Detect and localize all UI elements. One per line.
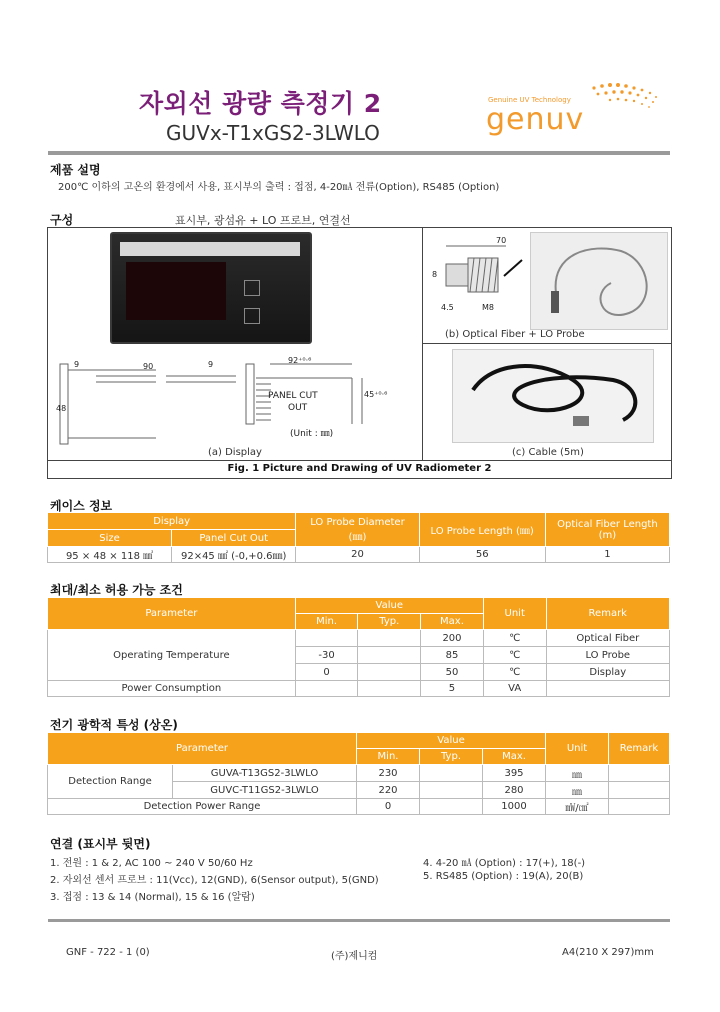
electro-h-param: Parameter (48, 733, 357, 765)
limits-h-value: Value (295, 598, 483, 614)
electro-r1-remark (609, 782, 670, 799)
connection-heading: 연결 (표시부 뒷면) (50, 837, 151, 851)
out-label: OUT (288, 403, 308, 413)
limits-r2-remark: Display (546, 664, 669, 681)
probe-photo (530, 232, 668, 330)
electro-h-remark: Remark (609, 733, 670, 765)
cable-icon (453, 350, 653, 442)
electro-r0-model: GUVA-T13GS2-3LWLO (173, 765, 357, 782)
electro-r0-remark (609, 765, 670, 782)
case-size: 95 × 48 × 118 ㎣ (48, 547, 172, 563)
electro-r1-min: 220 (357, 782, 420, 799)
electro-table (47, 732, 670, 815)
electro-h-min: Min. (357, 749, 420, 765)
connection-item-3: 3. 접점 : 13 & 14 (Normal), 15 & 16 (알람) (50, 892, 255, 903)
limits-h-min: Min. (295, 614, 358, 630)
electro-heading: 전기 광학적 특성 (상온) (50, 718, 178, 732)
display-photo (110, 232, 312, 344)
electro-r0-max: 395 (483, 765, 546, 782)
limits-r0-max: 200 (421, 630, 484, 647)
case-panel: 92×45 ㎟ (-0,+0.6㎜) (172, 547, 296, 563)
case-h-size: Size (48, 530, 172, 547)
limits-power-param: Power Consumption (48, 681, 296, 697)
divider-v (422, 228, 423, 460)
dim-45: 45⁺⁰·⁶ (364, 390, 388, 399)
electro-r1-model: GUVC-T11GS2-3LWLO (173, 782, 357, 799)
connection-item-4: 4. 4-20 ㎃ (Option) : 17(+), 18(-) (423, 858, 586, 869)
down-key-icon (244, 308, 260, 324)
case-fiber: 1 (545, 547, 669, 563)
electro-r0-typ (420, 765, 483, 782)
logo-tagline: Genuine UV Technology (488, 96, 571, 104)
case-heading: 케이스 정보 (50, 499, 113, 513)
limits-heading: 최대/최소 허용 가능 조건 (50, 583, 183, 597)
case-h-display: Display (48, 513, 296, 530)
case-table (47, 512, 670, 563)
case-probe-len: 56 (419, 547, 545, 563)
caption-a: (a) Display (208, 447, 262, 458)
unit-label: (Unit : ㎜) (290, 429, 334, 439)
m8-label: M8 (482, 303, 494, 312)
limits-power-max: 5 (421, 681, 484, 697)
footer-company: (주)제니컴 (331, 951, 378, 962)
electro-r0-min: 230 (357, 765, 420, 782)
dim-92: 92⁺⁰·⁶ (288, 356, 312, 365)
product-description: 200℃ 이하의 고온의 환경에서 사용, 표시부의 출력 : 접점, 4-20㎃ 전류(Option), RS485 (Option) (58, 182, 500, 193)
limits-r0-typ (358, 630, 421, 647)
limits-r1-remark: LO Probe (546, 647, 669, 664)
limits-power-remark (546, 681, 669, 697)
connection-item-5: 5. RS485 (Option) : 19(A), 20(B) (423, 871, 584, 882)
dim-9b: 9 (208, 360, 214, 369)
dim-9a: 9 (74, 360, 80, 369)
limits-r0-min (295, 630, 358, 647)
electro-r1-max: 280 (483, 782, 546, 799)
electro-r1-typ (420, 782, 483, 799)
electro-power-unit: ㎽/㎠ (546, 799, 609, 815)
limits-r1-unit: ℃ (483, 647, 546, 664)
display-drawing (56, 348, 416, 458)
footer-code: GNF - 722 - 1 (0) (66, 947, 150, 958)
case-probe-dia: 20 (296, 547, 419, 563)
caption-c: (c) Cable (5m) (512, 447, 584, 458)
electro-h-value: Value (357, 733, 546, 749)
figure-box (47, 227, 672, 479)
connection-item-1: 1. 전원 : 1 & 2, AC 100 ~ 240 V 50/60 Hz (50, 858, 253, 869)
case-h-panel: Panel Cut Out (172, 530, 296, 547)
product-heading: 제품 설명 (50, 163, 101, 177)
dim-8: 8 (432, 270, 438, 279)
limits-r2-unit: ℃ (483, 664, 546, 681)
composition-heading: 구성 (50, 213, 74, 227)
limits-h-unit: Unit (483, 598, 546, 630)
limits-h-remark: Remark (546, 598, 669, 630)
electro-h-unit: Unit (546, 733, 609, 765)
divider-h-bottom (48, 460, 671, 461)
case-h-probe-len: LO Probe Length (㎜) (419, 513, 545, 547)
divider-h-right (422, 343, 671, 344)
up-key-icon (244, 280, 260, 296)
limits-h-param: Parameter (48, 598, 296, 630)
limits-op-temp: Operating Temperature (48, 630, 296, 681)
limits-power-unit: VA (483, 681, 546, 697)
dim-90: 90 (143, 362, 154, 371)
case-h-probe-dia: LO Probe Diameter (㎜) (296, 513, 419, 547)
genuv-logo (484, 80, 670, 136)
composition-text: 표시부, 광섬유 + LO 프로브, 연결선 (175, 214, 351, 227)
dim-70: 70 (496, 236, 507, 245)
footer-rule (48, 919, 670, 922)
limits-r0-unit: ℃ (483, 630, 546, 647)
electro-r1-unit: ㎚ (546, 782, 609, 799)
display-window (126, 262, 226, 320)
limits-table (47, 597, 670, 697)
limits-r1-min: -30 (295, 647, 358, 664)
model-number: GUVx-T1xGS2-3LWLO (166, 121, 380, 145)
electro-power-param: Detection Power Range (48, 799, 357, 815)
limits-h-typ: Typ. (358, 614, 421, 630)
electro-det-range: Detection Range (48, 765, 173, 799)
limits-power-min (295, 681, 358, 697)
electro-r0-unit: ㎚ (546, 765, 609, 782)
figure-caption: Fig. 1 Picture and Drawing of UV Radiometer 2 (227, 463, 492, 474)
electro-power-min: 0 (357, 799, 420, 815)
panel-cut-label: PANEL CUT (268, 391, 318, 401)
cable-photo (452, 349, 654, 443)
case-h-fiber: Optical Fiber Length (m) (545, 513, 669, 547)
limits-h-max: Max. (421, 614, 484, 630)
electro-h-typ: Typ. (420, 749, 483, 765)
electro-power-max: 1000 (483, 799, 546, 815)
electro-h-max: Max. (483, 749, 546, 765)
header-rule (48, 151, 670, 155)
limits-power-typ (358, 681, 421, 697)
connection-item-2: 2. 자외선 센서 프로브 : 11(Vcc), 12(GND), 6(Sensor output), 5(GND) (50, 875, 379, 886)
limits-r2-typ (358, 664, 421, 681)
limits-r0-remark: Optical Fiber (546, 630, 669, 647)
dim-4-5: 4.5 (441, 303, 454, 312)
limits-r1-typ (358, 647, 421, 664)
footer-paper: A4(210 X 297)mm (562, 947, 654, 958)
electro-power-typ (420, 799, 483, 815)
display-bezel (120, 242, 300, 256)
dim-48: 48 (56, 404, 67, 413)
limits-r1-max: 85 (421, 647, 484, 664)
caption-b: (b) Optical Fiber + LO Probe (445, 329, 585, 340)
document-title: 자외선 광량 측정기 2 (139, 89, 382, 118)
limits-r2-max: 50 (421, 664, 484, 681)
electro-power-remark (609, 799, 670, 815)
logo-wordmark: genuv (486, 102, 585, 137)
limits-r2-min: 0 (295, 664, 358, 681)
fiber-coil-icon (531, 233, 667, 329)
